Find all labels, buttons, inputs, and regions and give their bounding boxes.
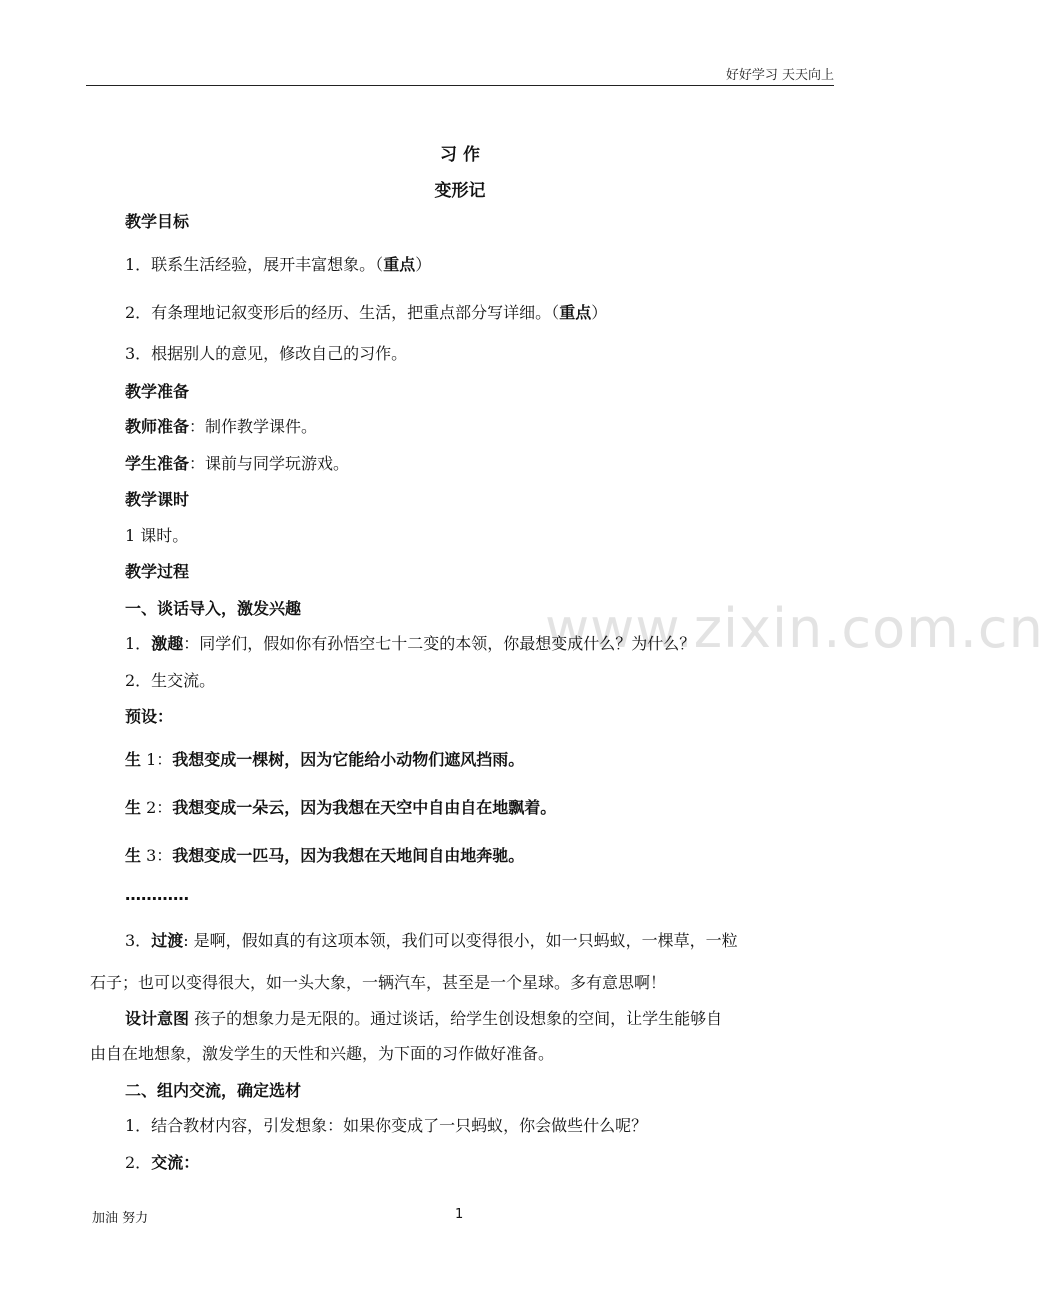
- preset-label: 预设：: [125, 707, 174, 726]
- header-motto: 好好学习 天天向上: [725, 68, 834, 83]
- goal-3: 3．根据别人的意见，修改自己的习作。: [125, 344, 408, 363]
- watermark: www.zixin.com.cn: [545, 597, 1044, 660]
- page-number: 1: [455, 1207, 464, 1222]
- footer-left-text: 加油 努力: [92, 1211, 149, 1226]
- step1-heading: 一、谈话导入，激发兴趣: [125, 599, 302, 618]
- time-text: 1 课时。: [125, 526, 189, 545]
- step1-item2: 2．生交流。: [125, 671, 216, 690]
- page-title: 习 作: [440, 145, 480, 165]
- goals-heading: 教学目标: [125, 212, 190, 231]
- step1-item1: 1．激趣：同学们，假如你有孙悟空七十二变的本领，你最想变成什么？为什么？: [125, 634, 696, 653]
- design-intent-line-2: 由自在地想象，激发学生的天性和兴趣，为下面的习作做好准备。: [90, 1044, 555, 1063]
- goal-1-tag: 重点: [383, 255, 416, 274]
- prep-heading: 教学准备: [125, 382, 190, 401]
- goal-2-tag: 重点: [559, 303, 592, 322]
- page-subtitle: 变形记: [434, 181, 486, 201]
- goal-2: 2．有条理地记叙变形后的经历、生活，把重点部分写详细。（重点）: [125, 303, 608, 322]
- step2-item1: 1．结合教材内容，引发想象：如果你变成了一只蚂蚁，你会做些什么呢？: [125, 1116, 648, 1135]
- student-prep: 学生准备：课前与同学玩游戏。: [125, 454, 350, 473]
- student-answer-3: 生 3：我想变成一匹马，因为我想在天地间自由地奔驰。: [125, 846, 525, 865]
- transition-line-2: 石子；也可以变得很大，如一头大象，一辆汽车，甚至是一个星球。多有意思啊！: [90, 973, 667, 992]
- student-answer-2: 生 2：我想变成一朵云，因为我想在天空中自由自在地飘着。: [125, 798, 557, 817]
- transition-line-1: 3．过渡: 是啊，假如真的有这项本领，我们可以变得很小，如一只蚂蚁，一棵草，一粒: [125, 931, 738, 950]
- design-intent-line-1: 设计意图 孩子的想象力是无限的。通过谈话，给学生创设想象的空间，让学生能够自: [125, 1009, 723, 1028]
- process-heading: 教学过程: [125, 562, 190, 581]
- page-header: [86, 60, 834, 86]
- ellipsis: …………: [125, 885, 189, 904]
- time-heading: 教学课时: [125, 490, 190, 509]
- step2-item2: 2．交流：: [125, 1153, 200, 1172]
- student-answer-1: 生 1：我想变成一棵树，因为它能给小动物们遮风挡雨。: [125, 750, 525, 769]
- teacher-prep: 教师准备：制作教学课件。: [125, 417, 318, 436]
- step2-heading: 二、组内交流，确定选材: [125, 1081, 302, 1100]
- goal-1: 1．联系生活经验，展开丰富想象。（重点）: [125, 255, 432, 274]
